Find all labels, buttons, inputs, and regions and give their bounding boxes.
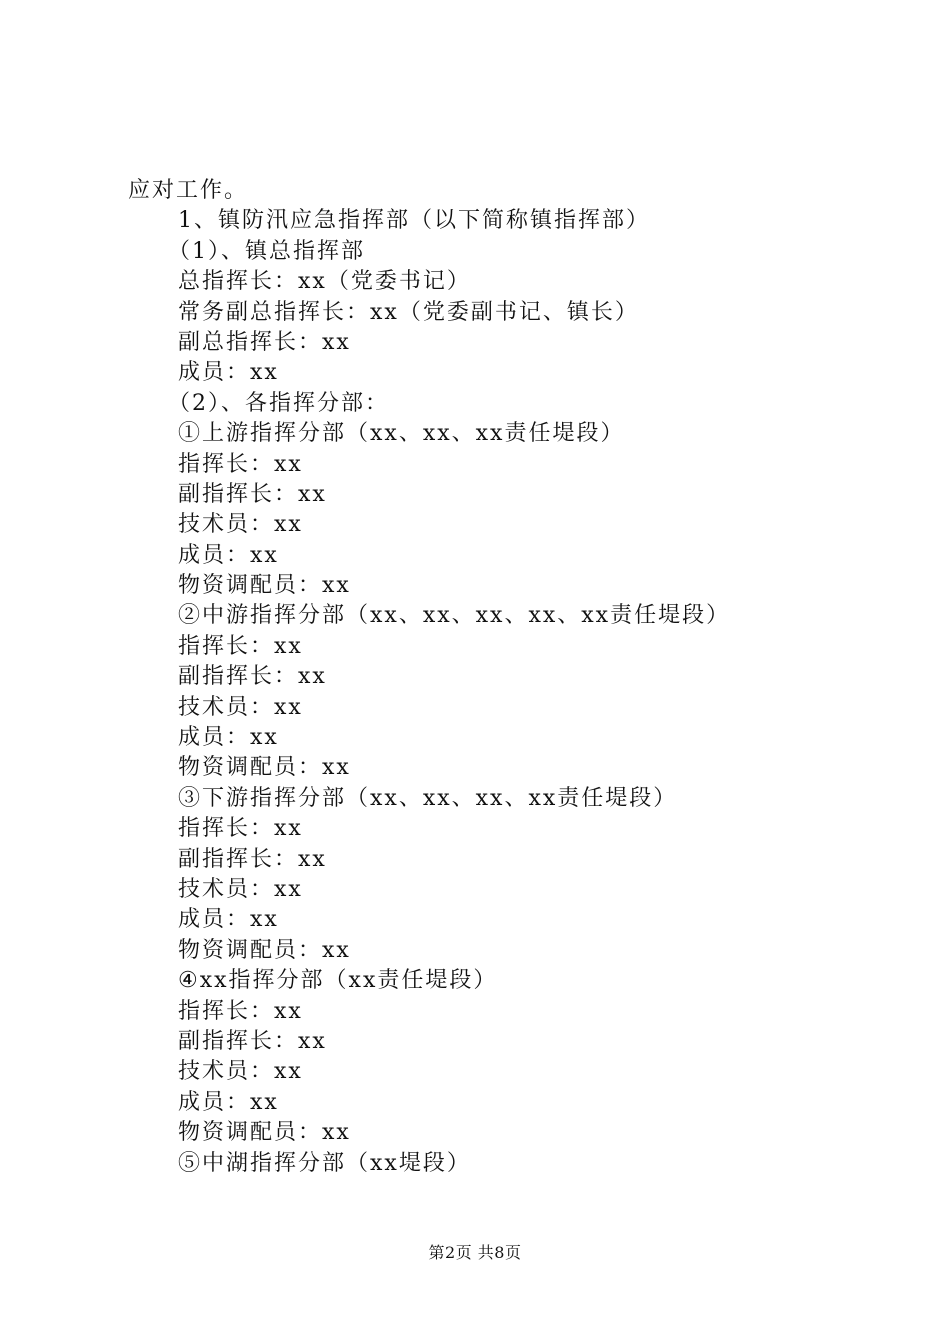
branch-heading: ③下游指挥分部（xx、xx、xx、xx责任堤段） (178, 785, 678, 811)
text-line: 应对工作。 (128, 178, 249, 203)
document-body (0, 176, 950, 1179)
text-line: 技术员：xx (178, 1059, 303, 1085)
text-line: 物资调配员：xx (178, 937, 351, 963)
branch-heading: ⑤中湖指挥分部（xx堤段） (178, 1150, 471, 1176)
text-line: 成员：xx (178, 907, 279, 933)
text-line: 常务副总指挥长：xx（党委副书记、镇长） (178, 299, 639, 325)
text-line: 副指挥长：xx (178, 846, 327, 872)
text-line: 指挥长：xx (178, 998, 303, 1024)
text-line: 总指挥长：xx（党委书记） (178, 269, 471, 295)
subsection-heading: （2）、各指挥分部： (168, 390, 389, 416)
text-line: 物资调配员：xx (178, 755, 351, 781)
branch-heading: ②中游指挥分部（xx、xx、xx、xx、xx责任堤段） (178, 603, 731, 629)
branch-heading: ④xx指挥分部（xx责任堤段） (178, 968, 498, 994)
text-line: 成员：xx (178, 360, 279, 386)
page-footer: 第2页 共8页 (428, 1243, 522, 1262)
subsection-heading: （1）、镇总指挥部 (168, 238, 365, 264)
text-line: 成员：xx (178, 1089, 279, 1115)
text-line: 物资调配员：xx (178, 1120, 351, 1146)
text-line: 成员：xx (178, 725, 279, 751)
text-line: 副指挥长：xx (178, 481, 327, 507)
text-line: 技术员：xx (178, 694, 303, 720)
text-line: 副指挥长：xx (178, 1028, 327, 1054)
section-heading: 1、镇防汛应急指挥部（以下简称镇指挥部） (178, 208, 650, 234)
text-line: 技术员：xx (178, 876, 303, 902)
text-line: 指挥长：xx (178, 633, 303, 659)
text-line: 副指挥长：xx (178, 664, 327, 690)
text-line: 指挥长：xx (178, 816, 303, 842)
branch-heading: ①上游指挥分部（xx、xx、xx责任堤段） (178, 421, 625, 447)
text-line: 成员：xx (178, 542, 279, 568)
text-line: 技术员：xx (178, 512, 303, 538)
text-line: 副总指挥长：xx (178, 329, 351, 355)
text-line: 指挥长：xx (178, 451, 303, 477)
text-line: 物资调配员：xx (178, 573, 351, 599)
